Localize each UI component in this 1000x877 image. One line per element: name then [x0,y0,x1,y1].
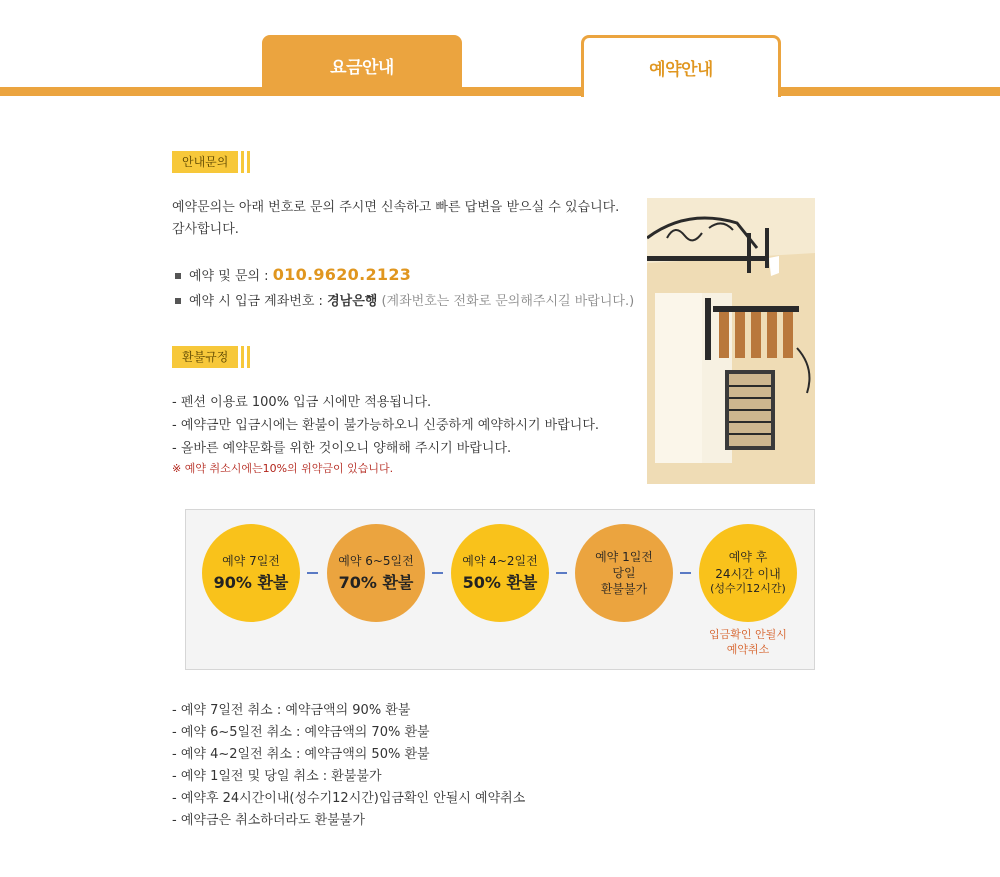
refund-rule-1: - 펜션 이용료 100% 입금 시에만 적용됩니다. [172,395,432,410]
step-label: 예약 후 [728,550,768,565]
step-label: 예약 6~5일전 [338,553,414,568]
refund-warning: ※ 예약 취소시에는10%의 위약금이 있습니다. [172,462,394,475]
header-bar-decoration [247,151,250,173]
refund-step-4-2days [451,524,549,622]
refund-step-6-5days [327,524,425,622]
step-label: 당일 [612,565,636,580]
step-value: 50% 환불 [462,572,538,592]
refund-detail-6: - 예약금은 취소하더라도 환불불가 [172,813,365,828]
step-value: 90% 환불 [213,572,289,592]
refund-step-24hours [699,524,797,622]
refund-step-7days [202,524,300,622]
refund-rule-2: - 예약금만 입금시에는 환불이 불가능하오니 신중하게 예약하시기 바랍니다. [172,418,600,433]
refund-section-title: 환불규정 [172,346,238,368]
pension-interior-photo [647,198,815,484]
refund-rule-3: - 올바른 예약문화를 위한 것이오니 양해해 주시기 바랍니다. [172,441,512,456]
tab-fees[interactable]: 요금안내 [262,35,462,96]
note-line: 입금확인 안될시 [709,628,787,641]
phone-row [172,265,411,284]
account-note: (계좌번호는 전화로 문의해주시길 바랍니다.) [381,294,635,309]
inquiry-section-title: 안내문의 [172,151,238,173]
inquiry-section-header [172,151,250,173]
step-label: 24시간 이내 [715,566,781,581]
deposit-unconfirmed-note [699,627,797,658]
refund-detail-5: - 예약후 24시간이내(성수기12시간)입금확인 안될시 예약취소 [172,791,526,806]
square-bullet-icon [175,273,181,279]
refund-detail-4: - 예약 1일전 및 당일 취소 : 환불불가 [172,769,382,784]
step-value: 70% 환불 [338,572,414,592]
step-connector [556,572,567,574]
header-bar-decoration [241,346,244,368]
refund-detail-1: - 예약 7일전 취소 : 예약금액의 90% 환불 [172,703,411,718]
step-label: 예약 1일전 [595,549,653,564]
tab-reservation[interactable]: 예약안내 [581,35,781,97]
refund-detail-2: - 예약 6~5일전 취소 : 예약금액의 70% 환불 [172,725,430,740]
refund-section-header [172,346,250,368]
phone-number-link[interactable]: 010.9620.2123 [272,265,412,284]
step-value: 환불불가 [600,582,648,597]
phone-label: 예약 및 문의 : [189,269,273,284]
step-label: 예약 4~2일전 [462,553,538,568]
inquiry-intro-line1: 예약문의는 아래 번호로 문의 주시면 신속하고 빠른 답변을 받으실 수 있습니다. [172,200,620,215]
refund-step-1day [575,524,673,622]
step-connector [432,572,443,574]
header-bar-decoration [247,346,250,368]
step-connector [680,572,691,574]
account-row [172,290,634,309]
step-value: (성수기12시간) [710,581,786,595]
step-connector [307,572,318,574]
note-line: 예약취소 [726,643,770,657]
step-label: 예약 7일전 [222,553,280,568]
square-bullet-icon [175,298,181,304]
header-bar-decoration [241,151,244,173]
account-label: 예약 시 입금 계좌번호 : [189,294,328,309]
inquiry-intro-line2: 감사합니다. [172,222,239,237]
tab-underline [0,87,1000,96]
bank-name: 경남은행 [327,294,378,309]
loft-stairs-illustration [647,198,815,484]
refund-detail-3: - 예약 4~2일전 취소 : 예약금액의 50% 환불 [172,747,430,762]
